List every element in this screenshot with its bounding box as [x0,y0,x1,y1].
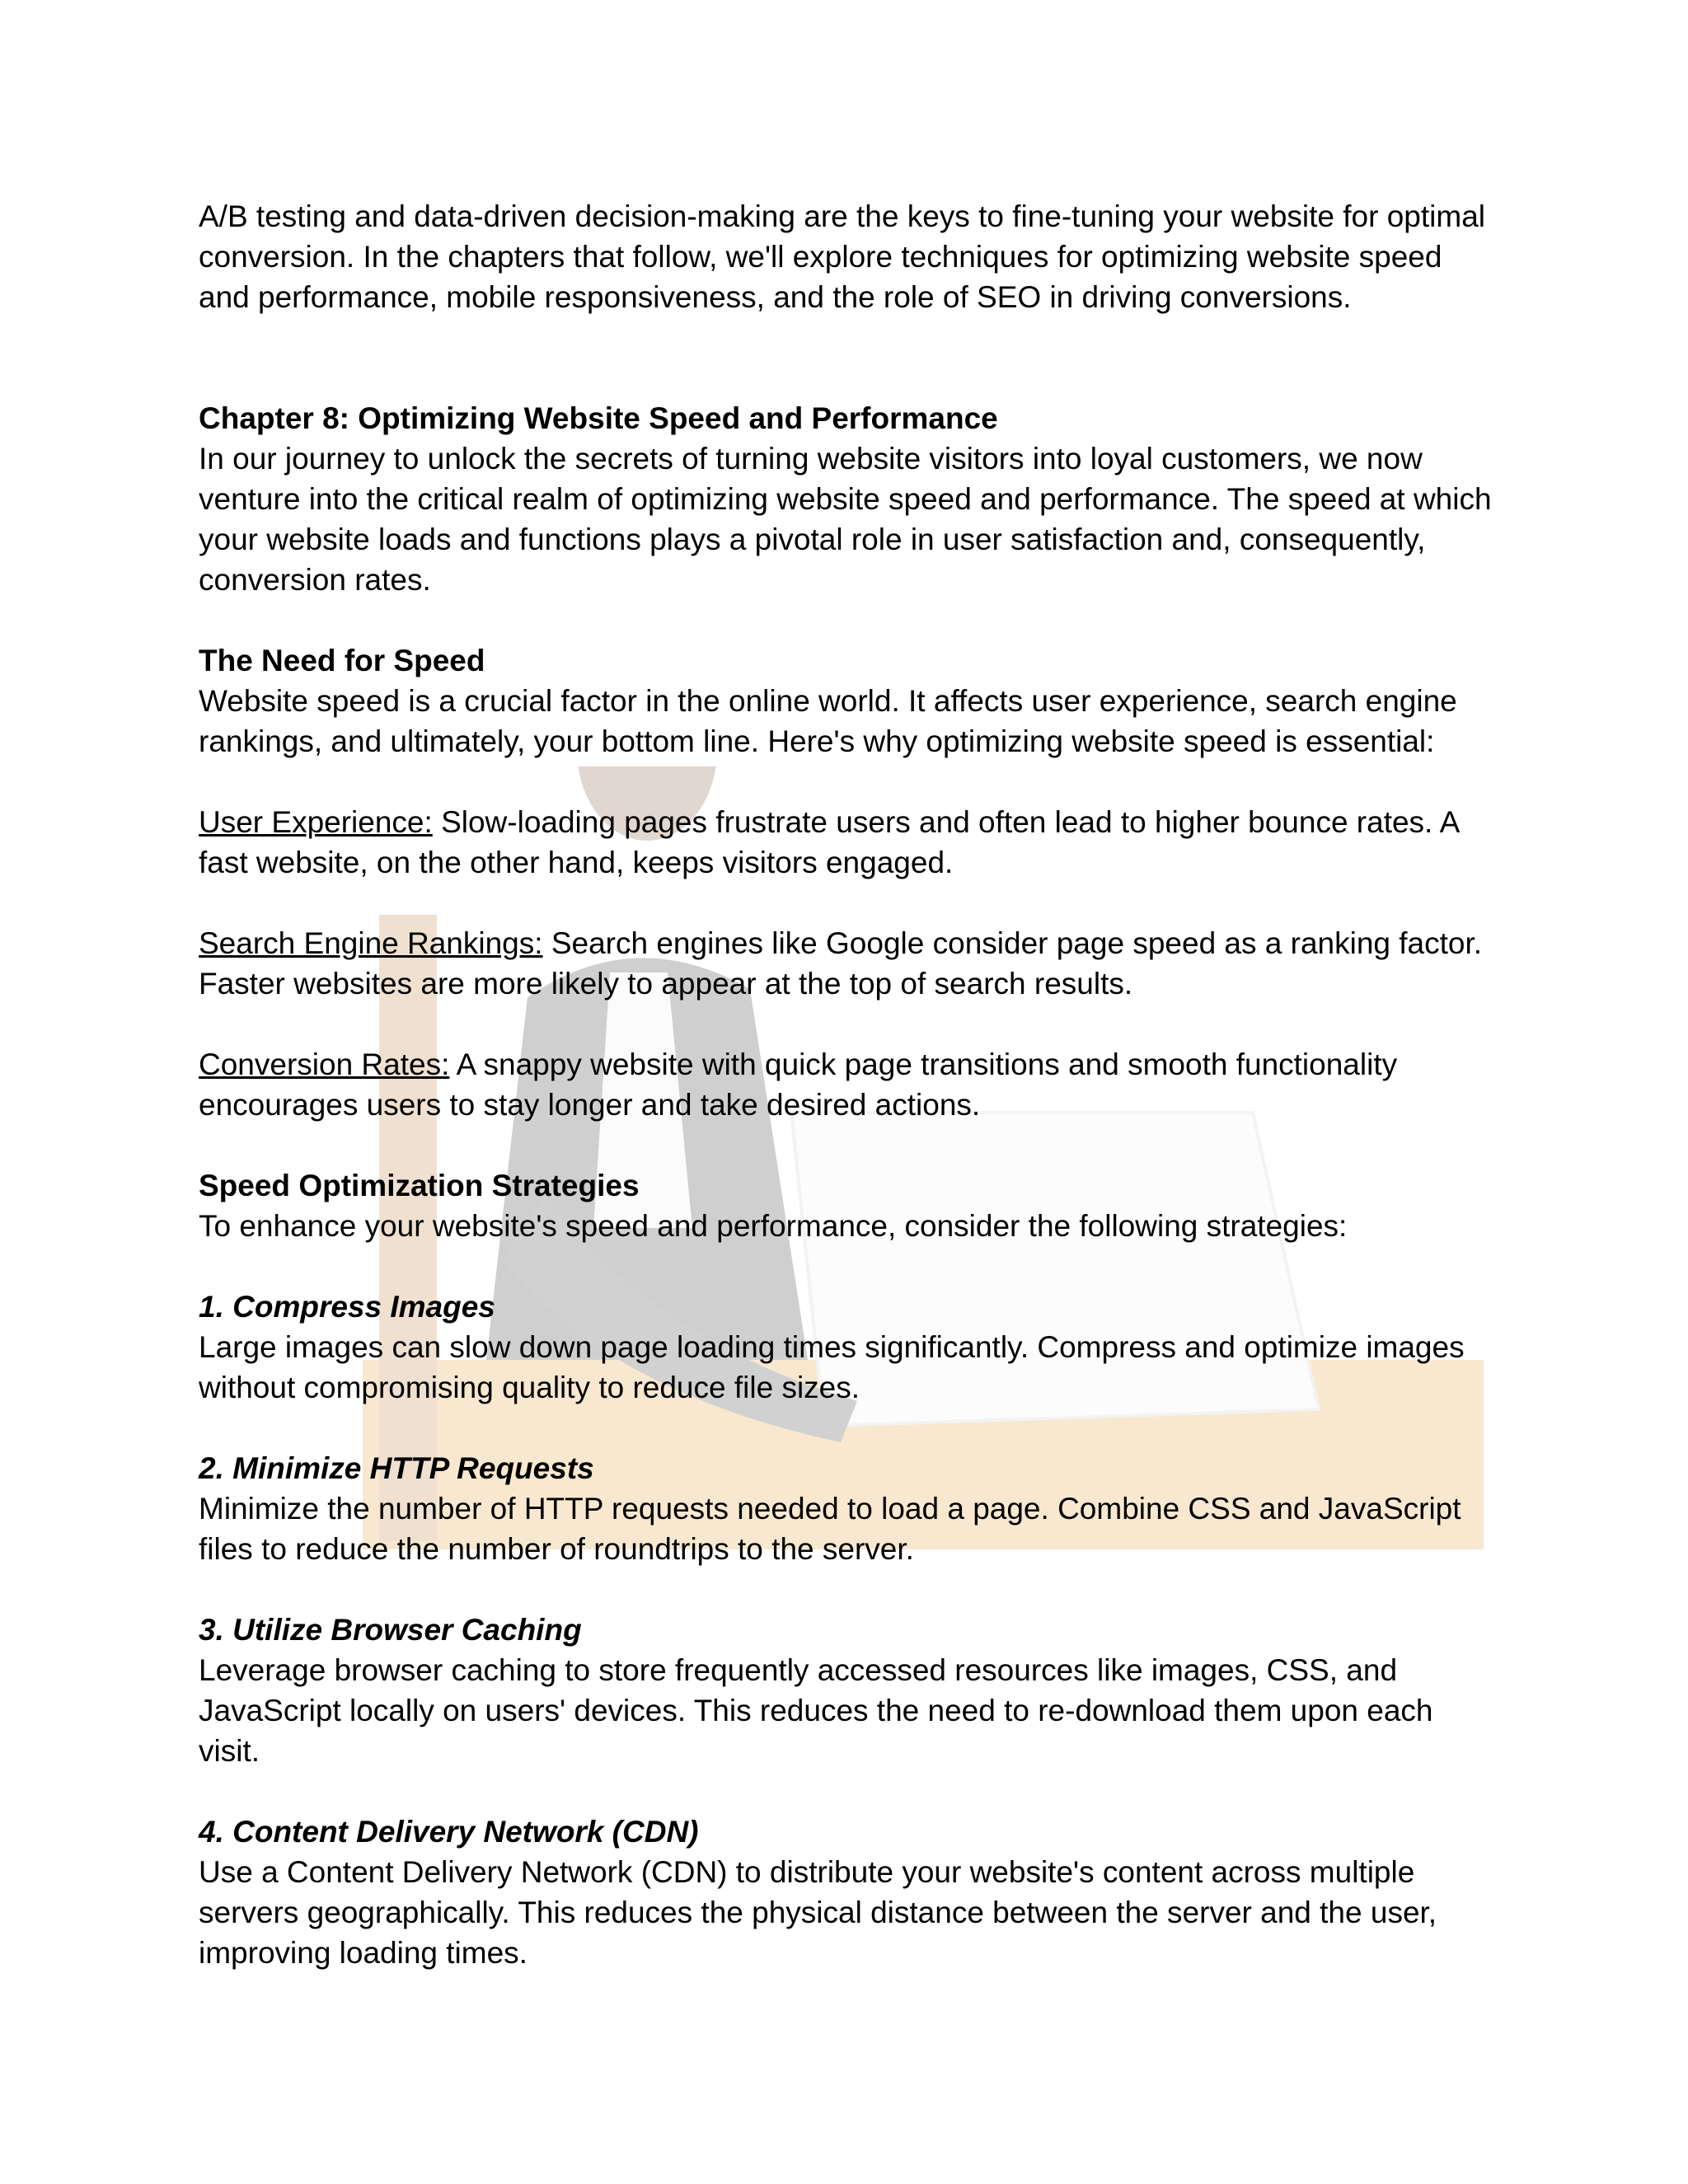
strategies-paragraph: To enhance your website's speed and performance, consider the following strategies: [199,1209,1348,1243]
point-search-engine-rankings [199,923,1501,1004]
point-text: Search engines like Google consider page speed as a ranking factor. Faster websites are more likely to appear at the top of search results. [199,926,1483,1001]
strategy-text: Minimize the number of HTTP requests needed to load a page. Combine CSS and JavaScript files to reduce the number of roundtrips to the server. [199,1492,1461,1566]
strategy-text: Large images can slow down page loading times significantly. Compress and optimize images without compromising quality to reduce file sizes. [199,1330,1465,1404]
chapter-title: Chapter 8: Optimizing Website Speed and Performance [199,401,998,435]
strategies-heading: Speed Optimization Strategies [199,1169,640,1202]
point-text: Slow-loading pages frustrate users and often lead to higher bounce rates. A fast website, on the other hand, keeps visitors engaged. [199,805,1459,879]
strategy-title: 4. Content Delivery Network (CDN) [199,1815,699,1849]
point-label: Conversion Rates: [199,1047,450,1081]
intro-paragraph: A/B testing and data-driven decision-making are the keys to fine-tuning your website for optimal conversion. In the chapters that follow, we'll explore techniques for optimizing website speed and performance, mobile responsiveness, and the role of SEO in driving conversions. [199,199,1485,314]
document-page [199,196,1501,1973]
point-label: User Experience: [199,805,433,839]
need-for-speed-heading: The Need for Speed [199,644,485,677]
strategy-title: 3. Utilize Browser Caching [199,1613,582,1647]
chapter-intro-paragraph: In our journey to unlock the secrets of turning website visitors into loyal customers, we now venture into the critical realm of optimizing website speed and performance. The speed at which your website loads and functions plays a pivotal role in user satisfaction and, consequently, conversion rates. [199,442,1492,597]
need-for-speed-paragraph: Website speed is a crucial factor in the online world. It affects user experience, search engine rankings, and ultimately, your bottom line. Here's why optimizing website speed is essential: [199,684,1457,758]
point-conversion-rates [199,1044,1501,1125]
point-label: Search Engine Rankings: [199,926,543,960]
strategy-text: Use a Content Delivery Network (CDN) to distribute your website's content across multiple servers geographically. This reduces the physical distance between the server and the user, improving loading times. [199,1855,1437,1970]
strategy-title: 1. Compress Images [199,1290,495,1324]
point-user-experience [199,802,1501,883]
strategy-title: 2. Minimize HTTP Requests [199,1451,594,1485]
strategy-text: Leverage browser caching to store frequently accessed resources like images, CSS, and JavaScript locally on users' devices. This reduces the need to re-download them upon each visit. [199,1653,1433,1768]
point-text: A snappy website with quick page transitions and smooth functionality encourages users to stay longer and take desired actions. [199,1047,1398,1122]
